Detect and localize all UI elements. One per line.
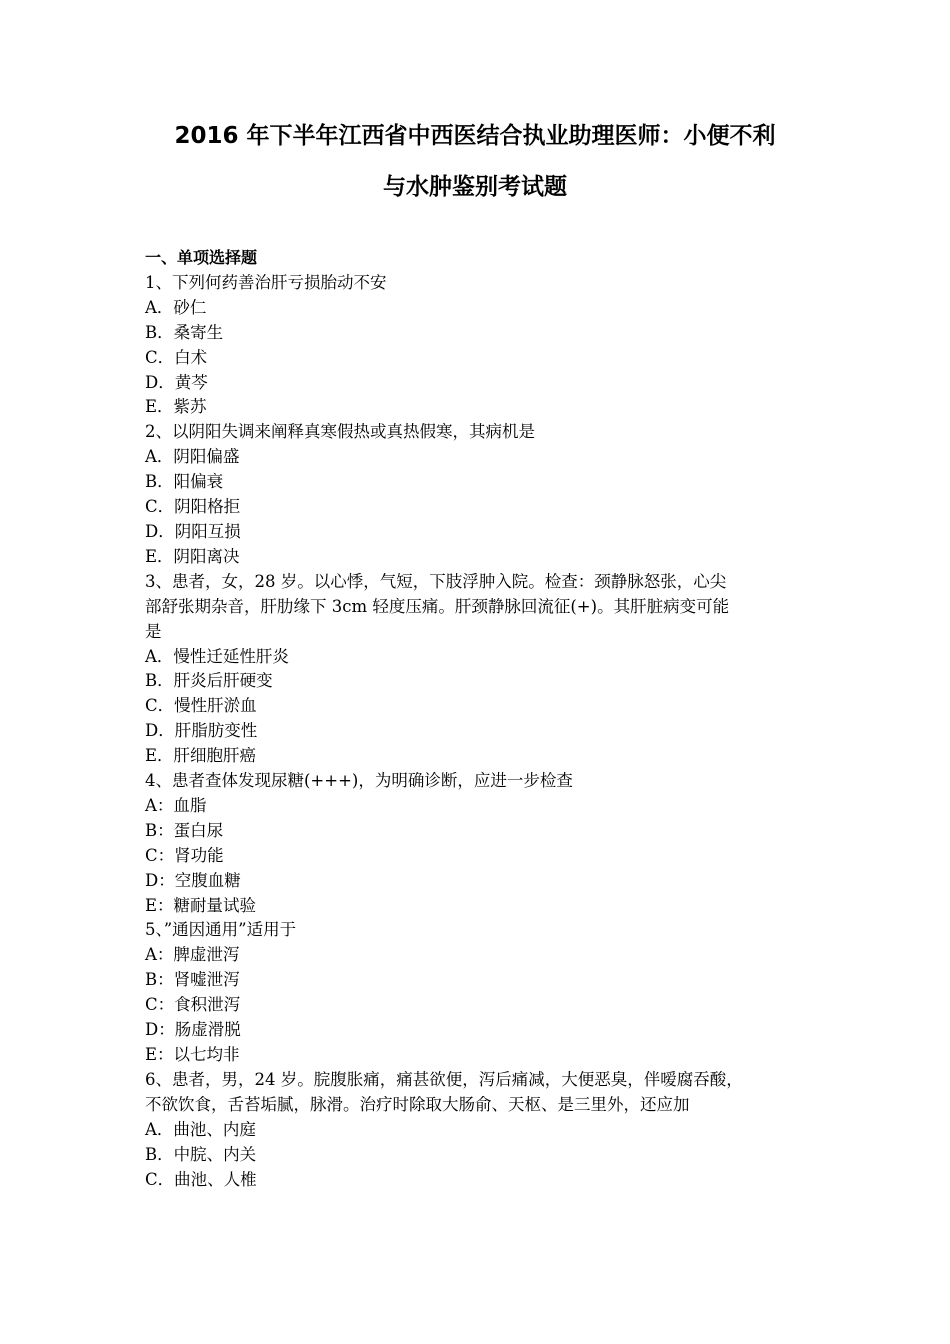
answer-option: B：蛋白尿 xyxy=(145,820,224,840)
answer-option: B．中脘、内关 xyxy=(145,1144,257,1164)
answer-option: A．慢性迁延性肝炎 xyxy=(145,646,289,666)
question-text-line: 不欲饮食，舌苔垢腻，脉滑。治疗时除取大肠俞、天枢、是三里外，还应加 xyxy=(145,1094,690,1114)
question-stem xyxy=(145,271,815,296)
question-stem xyxy=(145,1068,815,1118)
answer-option: E．肝细胞肝癌 xyxy=(145,746,257,766)
answer-option: A．阴阳偏盛 xyxy=(145,447,240,467)
question-text-line: 6、患者，男，24 岁。脘腹胀痛，痛甚欲便，泻后痛减，大便恶臭，伴嗳腐吞酸， xyxy=(145,1069,743,1089)
document-body xyxy=(145,246,815,1192)
document-title-line-2: 与水肿鉴别考试题 xyxy=(383,174,567,200)
question-5 xyxy=(145,918,815,1067)
answer-option: E．紫苏 xyxy=(145,397,207,417)
question-stem xyxy=(145,420,815,445)
answer-option: B．桑寄生 xyxy=(145,322,224,342)
question-text-line: 5、”通因通用”适用于 xyxy=(145,920,297,940)
question-2 xyxy=(145,420,815,569)
answer-option: D：肠虚滑脱 xyxy=(145,1020,241,1040)
answer-option: A：脾虚泄泻 xyxy=(145,945,240,965)
answer-option: A：血脂 xyxy=(145,795,207,815)
answer-option: E．阴阳离决 xyxy=(145,546,240,566)
answer-option: D．阴阳互损 xyxy=(145,521,241,541)
answer-option: C：肾功能 xyxy=(145,845,224,865)
answer-option: A．砂仁 xyxy=(145,297,207,317)
question-1 xyxy=(145,271,815,420)
question-text-line: 2、以阴阳失调来阐释真寒假热或真热假寒，其病机是 xyxy=(145,422,535,442)
question-text-line: 4、患者查体发现尿糖(+++)，为明确诊断，应进一步检查 xyxy=(145,771,573,791)
question-stem xyxy=(145,918,815,943)
answer-option: B．阳偏衰 xyxy=(145,472,224,492)
question-4 xyxy=(145,769,815,918)
question-text-line: 1、下列何药善治肝亏损胎动不安 xyxy=(145,272,387,292)
answer-option: C．慢性肝淤血 xyxy=(145,696,257,716)
answer-option: A．曲池、内庭 xyxy=(145,1119,256,1139)
answer-option: C．白术 xyxy=(145,347,208,367)
question-text-line: 是 xyxy=(145,621,162,641)
answer-option: C．曲池、人椎 xyxy=(145,1169,257,1189)
answer-option: B：肾嘘泄泻 xyxy=(145,970,240,990)
section-heading: 一、单项选择题 xyxy=(145,248,258,267)
question-text-line: 3、患者，女，28 岁。以心悸，气短，下肢浮肿入院。检查：颈静脉怒张，心尖 xyxy=(145,571,727,591)
answer-option: D：空腹血糖 xyxy=(145,870,241,890)
answer-option: E：糖耐量试验 xyxy=(145,895,257,915)
answer-option: C：食积泄泻 xyxy=(145,995,241,1015)
answer-option: B．肝炎后肝硬变 xyxy=(145,671,273,691)
question-stem xyxy=(145,570,815,645)
question-text-line: 部舒张期杂音，肝肋缘下 3cm 轻度压痛。肝颈静脉回流征(+)。其肝脏病变可能 xyxy=(145,596,730,616)
document-title-line-1: 2016 年下半年江西省中西医结合执业助理医师：小便不利 xyxy=(174,123,776,149)
answer-option: D．黄芩 xyxy=(145,372,208,392)
answer-option: E：以七均非 xyxy=(145,1045,240,1064)
question-3 xyxy=(145,570,815,769)
question-stem xyxy=(145,769,815,794)
answer-option: D．肝脂肪变性 xyxy=(145,721,258,741)
question-6 xyxy=(145,1068,815,1193)
answer-option: C．阴阳格拒 xyxy=(145,497,241,517)
